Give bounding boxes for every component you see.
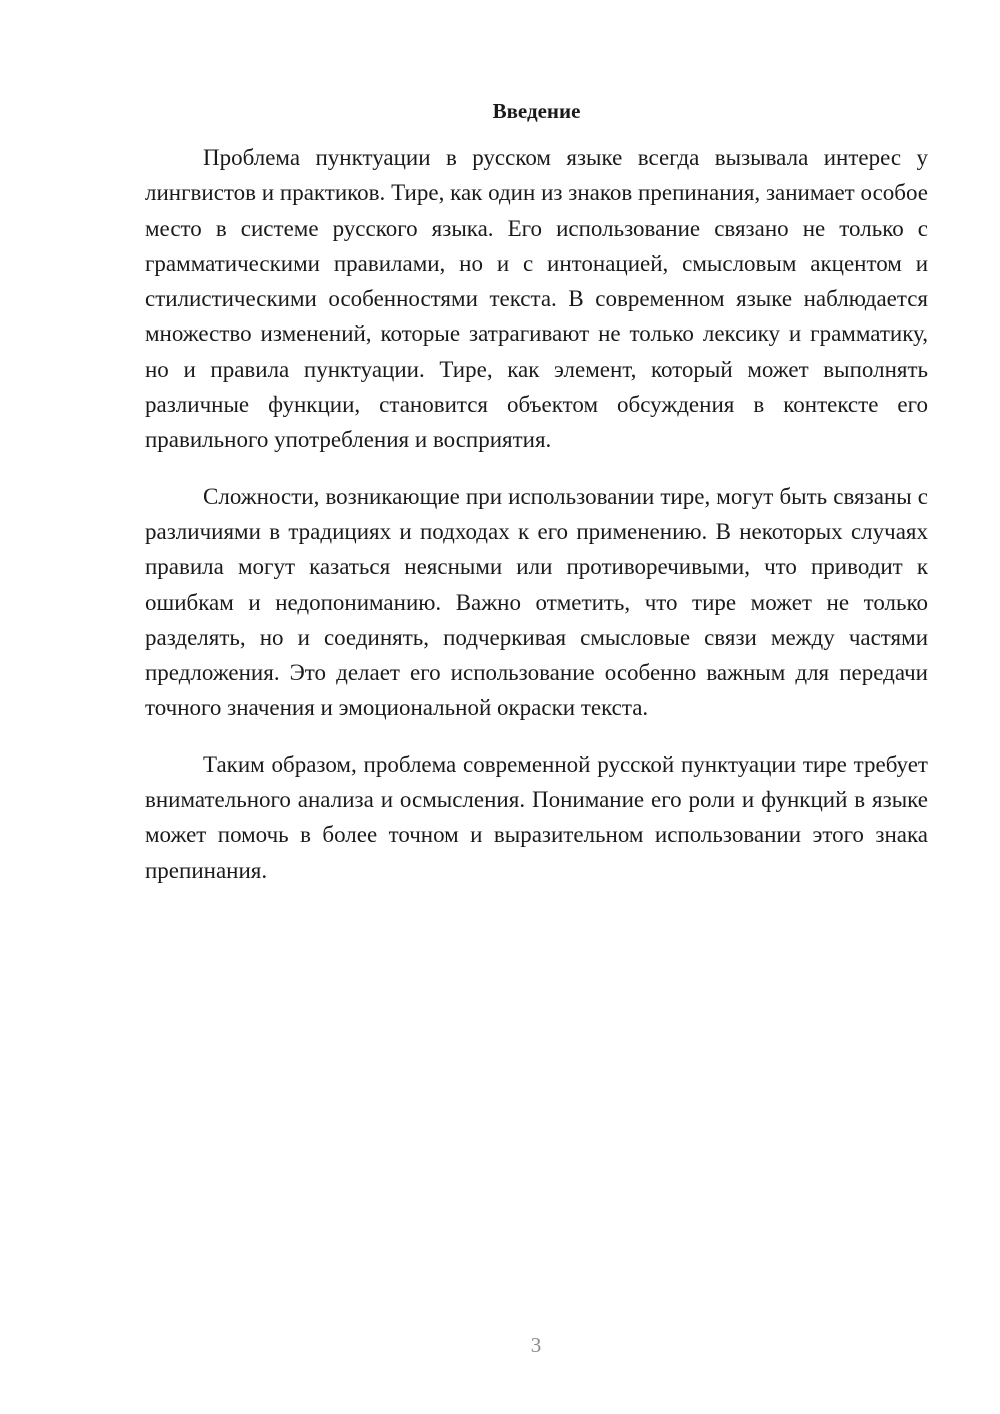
paragraph-1: Проблема пунктуации в русском языке всегда вызывала интерес у лингвистов и практиков. Тире, как один из знаков препинания, занимает особое место в системе русского языка. Его использование связано не только с грамматическими правилами, но и с интонацией, смысловым акцентом и стилистическими особенностями текста. В современном языке наблюдается множество изменений, которые затрагивают не только лексику и грамматику, но и правила пунктуации. Тире, как элемент, который может выполнять различные функции, становится объектом обсуждения в контексте его правильного употребления и восприятия. xyxy=(145,145,928,453)
section-heading: Введение xyxy=(492,99,581,123)
page-number: 3 xyxy=(530,1333,542,1357)
paragraph-2: Сложности, возникающие при использовании тире, могут быть связаны с различиями в традициях и подходах к его применению. В некоторых случаях правила могут казаться неясными или противоречивыми, что приводит к ошибкам и недопониманию. Важно отметить, что тире может не только разделять, но и соединять, подчеркивая смысловые связи между частями предложения. Это делает его использование особенно важным для передачи точного значения и эмоциональной окраски текста. xyxy=(145,483,928,721)
paragraph-3: Таким образом, проблема современной русской пунктуации тире требует внимательного анализа и осмысления. Понимание его роли и функций в языке может помочь в более точном и выразительном использовании этого знака препинания. xyxy=(145,751,928,883)
body-text xyxy=(145,140,928,909)
